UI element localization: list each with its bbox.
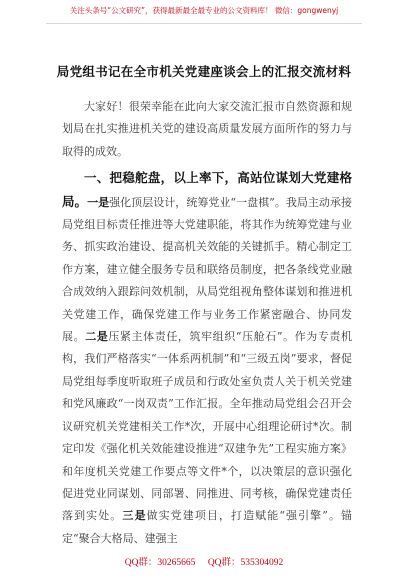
point-three-text: 做实党建项目，打造赋能“强引擎”。锚定“聚合大格局、建强主 bbox=[62, 509, 353, 545]
qq-group-1: QQ群：30265665 bbox=[124, 558, 196, 568]
document-title: 局党组书记在全市机关党建座谈会上的汇报交流材料 bbox=[56, 64, 352, 79]
footer-qq-groups bbox=[0, 554, 408, 568]
point-one-label: 一是 bbox=[87, 195, 110, 209]
intro-paragraph: 大家好！很荣幸能在此向大家交流汇报市自然资源和规划局在扎实推进机关党的建设高质量发展方面所作的努力与取得的成效。 bbox=[62, 100, 352, 158]
section-1-heading: 一、把稳舵盘，以上率下，高站位谋划大党建格局。 bbox=[62, 170, 352, 209]
point-two-label: 二是 bbox=[85, 330, 109, 344]
point-one-text: 强化顶层设计，统筹党业“一盘棋”。我局主动承接局党组目标责任推进等大党建职能，将其作为统筹党建与业务、抓实政治建设、提高机关效能的关键抓手。精心制定工作方案，建立健全服务专员和联络员制度，把各条线党业融合成效纳入跟踪问效机制，从局党组视角整体谋划和推进机关党建工作，确保党建工作与业务工作紧密融合、协同发展。 bbox=[62, 195, 352, 344]
point-two-text: 压紧主体责任，筑牢组织“压舱石”。作为专责机构，我们严格落实“一体系两机制”和“三级五岗”要求，督促局党组每季度听取班子成员和行政处室负责人关于机关党建和党风廉政“一岗双责”工作汇报。全年推动局党组会召开会议研究机关党建相关工作*次，开展中心组理论研讨*次。制定印发《强化机关效能建设推进“双建争先”工程实施方案》和年度机关党建工作要点等文件*个，以决策层的意识强化促进党业同谋划、同部署、同推进、同考核，确保党建责任落到实处。 bbox=[62, 330, 353, 523]
qq-group-2: QQ群：535304092 bbox=[207, 558, 284, 568]
promo-banner: 关注头条号“公文研究”，获得最新最全最专业的公文资料库！ 微信：gongwenyj bbox=[69, 6, 339, 15]
header-divider bbox=[46, 23, 362, 24]
document-body bbox=[62, 96, 352, 550]
section-1-paragraph bbox=[62, 167, 352, 550]
point-three-label: 三是 bbox=[122, 509, 147, 523]
